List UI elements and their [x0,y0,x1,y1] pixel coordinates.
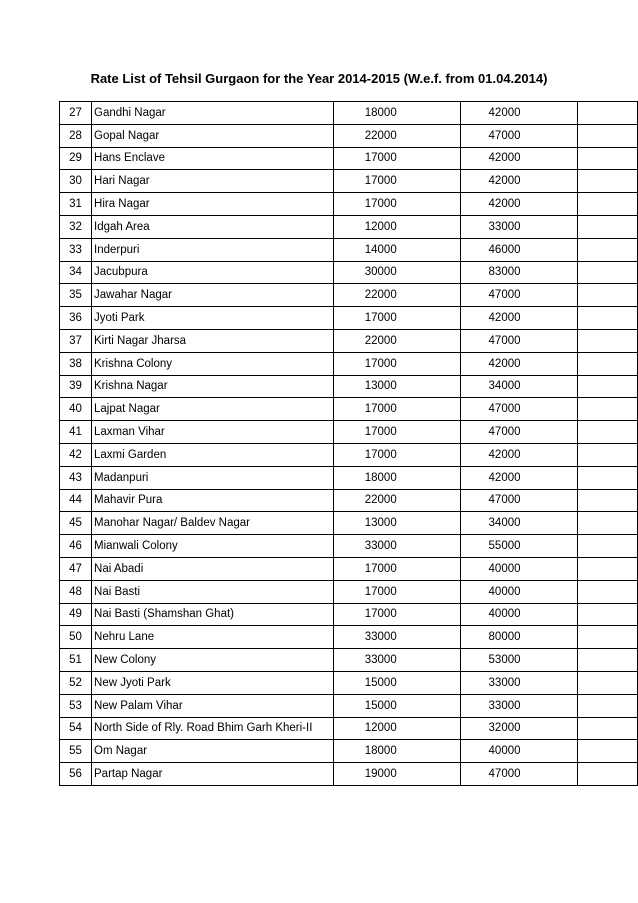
blank-cell [577,193,637,216]
locality-name-cell: Laxman Vihar [92,421,334,444]
table-row [60,535,638,558]
table-row [60,443,638,466]
locality-name-cell: Hira Nagar [92,193,334,216]
serial-number-cell: 29 [60,147,92,170]
serial-number-cell: 31 [60,193,92,216]
rate-cell-2: 47000 [460,398,577,421]
blank-cell [577,535,637,558]
rate-cell-1: 17000 [333,603,460,626]
rate-cell-2: 80000 [460,626,577,649]
rate-cell-2: 46000 [460,238,577,261]
rate-cell-1: 22000 [333,284,460,307]
blank-cell [577,421,637,444]
table-row [60,193,638,216]
blank-cell [577,649,637,672]
rate-cell-2: 32000 [460,717,577,740]
rate-cell-1: 14000 [333,238,460,261]
rate-cell-2: 42000 [460,466,577,489]
blank-cell [577,147,637,170]
rate-cell-1: 22000 [333,124,460,147]
serial-number-cell: 49 [60,603,92,626]
blank-cell [577,102,637,125]
table-row [60,580,638,603]
rate-cell-2: 42000 [460,102,577,125]
rate-cell-1: 19000 [333,763,460,786]
table-row [60,466,638,489]
locality-name-cell: Krishna Colony [92,352,334,375]
blank-cell [577,329,637,352]
blank-cell [577,375,637,398]
table-row [60,763,638,786]
table-row [60,215,638,238]
serial-number-cell: 53 [60,694,92,717]
table-row [60,284,638,307]
locality-name-cell: Madanpuri [92,466,334,489]
blank-cell [577,170,637,193]
table-row [60,694,638,717]
rate-cell-2: 53000 [460,649,577,672]
rate-cell-2: 47000 [460,329,577,352]
serial-number-cell: 48 [60,580,92,603]
rate-cell-2: 33000 [460,694,577,717]
serial-number-cell: 56 [60,763,92,786]
serial-number-cell: 35 [60,284,92,307]
rate-table-body [60,102,638,786]
rate-cell-1: 33000 [333,535,460,558]
table-row [60,671,638,694]
rate-cell-1: 33000 [333,649,460,672]
table-row [60,489,638,512]
rate-cell-2: 42000 [460,307,577,330]
table-row [60,170,638,193]
blank-cell [577,284,637,307]
table-row [60,626,638,649]
rate-cell-2: 40000 [460,603,577,626]
blank-cell [577,603,637,626]
table-row [60,329,638,352]
locality-name-cell: Idgah Area [92,215,334,238]
rate-cell-1: 15000 [333,671,460,694]
blank-cell [577,694,637,717]
rate-cell-1: 17000 [333,557,460,580]
rate-cell-2: 47000 [460,284,577,307]
table-row [60,717,638,740]
locality-name-cell: Gopal Nagar [92,124,334,147]
rate-cell-1: 13000 [333,512,460,535]
blank-cell [577,352,637,375]
rate-cell-2: 34000 [460,512,577,535]
rate-cell-1: 17000 [333,580,460,603]
locality-name-cell: Mahavir Pura [92,489,334,512]
serial-number-cell: 50 [60,626,92,649]
serial-number-cell: 46 [60,535,92,558]
rate-cell-2: 40000 [460,580,577,603]
locality-name-cell: Gandhi Nagar [92,102,334,125]
serial-number-cell: 38 [60,352,92,375]
table-row [60,421,638,444]
blank-cell [577,740,637,763]
serial-number-cell: 52 [60,671,92,694]
serial-number-cell: 28 [60,124,92,147]
rate-cell-2: 40000 [460,557,577,580]
serial-number-cell: 43 [60,466,92,489]
table-row [60,649,638,672]
rate-cell-2: 42000 [460,170,577,193]
table-row [60,238,638,261]
locality-name-cell: New Colony [92,649,334,672]
rate-cell-1: 17000 [333,398,460,421]
rate-cell-1: 17000 [333,147,460,170]
table-row [60,261,638,284]
rate-cell-1: 17000 [333,421,460,444]
table-row [60,398,638,421]
rate-cell-1: 13000 [333,375,460,398]
blank-cell [577,557,637,580]
rate-cell-1: 17000 [333,352,460,375]
blank-cell [577,763,637,786]
rate-cell-1: 15000 [333,694,460,717]
rate-cell-1: 18000 [333,102,460,125]
rate-cell-2: 55000 [460,535,577,558]
table-row [60,512,638,535]
locality-name-cell: Jawahar Nagar [92,284,334,307]
locality-name-cell: Krishna Nagar [92,375,334,398]
blank-cell [577,626,637,649]
blank-cell [577,489,637,512]
blank-cell [577,124,637,147]
rate-cell-1: 18000 [333,466,460,489]
blank-cell [577,443,637,466]
serial-number-cell: 54 [60,717,92,740]
rate-cell-2: 42000 [460,147,577,170]
table-row [60,603,638,626]
table-row [60,147,638,170]
rate-cell-1: 22000 [333,329,460,352]
locality-name-cell: Manohar Nagar/ Baldev Nagar [92,512,334,535]
locality-name-cell: Nehru Lane [92,626,334,649]
rate-cell-1: 17000 [333,307,460,330]
blank-cell [577,261,637,284]
rate-cell-1: 12000 [333,717,460,740]
table-row [60,557,638,580]
blank-cell [577,238,637,261]
rate-cell-2: 34000 [460,375,577,398]
serial-number-cell: 40 [60,398,92,421]
serial-number-cell: 44 [60,489,92,512]
blank-cell [577,671,637,694]
locality-name-cell: Hans Enclave [92,147,334,170]
rate-cell-1: 18000 [333,740,460,763]
serial-number-cell: 37 [60,329,92,352]
table-row [60,124,638,147]
rate-cell-1: 22000 [333,489,460,512]
locality-name-cell: Laxmi Garden [92,443,334,466]
serial-number-cell: 30 [60,170,92,193]
table-row [60,375,638,398]
serial-number-cell: 39 [60,375,92,398]
rate-cell-2: 47000 [460,421,577,444]
serial-number-cell: 33 [60,238,92,261]
table-row [60,740,638,763]
rate-list-table [59,101,638,786]
blank-cell [577,307,637,330]
serial-number-cell: 47 [60,557,92,580]
rate-cell-1: 12000 [333,215,460,238]
table-row [60,307,638,330]
serial-number-cell: 45 [60,512,92,535]
serial-number-cell: 36 [60,307,92,330]
table-row [60,352,638,375]
locality-name-cell: Nai Abadi [92,557,334,580]
blank-cell [577,466,637,489]
serial-number-cell: 32 [60,215,92,238]
locality-name-cell: Kirti Nagar Jharsa [92,329,334,352]
table-row [60,102,638,125]
rate-cell-2: 40000 [460,740,577,763]
serial-number-cell: 34 [60,261,92,284]
rate-cell-2: 83000 [460,261,577,284]
locality-name-cell: Inderpuri [92,238,334,261]
locality-name-cell: Nai Basti (Shamshan Ghat) [92,603,334,626]
locality-name-cell: New Palam Vihar [92,694,334,717]
rate-cell-1: 33000 [333,626,460,649]
locality-name-cell: Mianwali Colony [92,535,334,558]
locality-name-cell: Jacubpura [92,261,334,284]
rate-cell-2: 33000 [460,671,577,694]
rate-cell-1: 17000 [333,443,460,466]
locality-name-cell: Jyoti Park [92,307,334,330]
locality-name-cell: Lajpat Nagar [92,398,334,421]
rate-cell-2: 47000 [460,124,577,147]
page-title: Rate List of Tehsil Gurgaon for the Year 2014-2015 (W.e.f. from 01.04.2014) [90,71,548,86]
locality-name-cell: Om Nagar [92,740,334,763]
locality-name-cell: Partap Nagar [92,763,334,786]
rate-cell-2: 42000 [460,193,577,216]
locality-name-cell: New Jyoti Park [92,671,334,694]
serial-number-cell: 51 [60,649,92,672]
rate-cell-1: 17000 [333,170,460,193]
rate-cell-1: 17000 [333,193,460,216]
locality-name-cell: Nai Basti [92,580,334,603]
blank-cell [577,717,637,740]
rate-cell-2: 42000 [460,443,577,466]
locality-name-cell: North Side of Rly. Road Bhim Garh Kheri-II [92,717,334,740]
locality-name-cell: Hari Nagar [92,170,334,193]
serial-number-cell: 27 [60,102,92,125]
serial-number-cell: 42 [60,443,92,466]
serial-number-cell: 55 [60,740,92,763]
rate-cell-2: 47000 [460,489,577,512]
blank-cell [577,215,637,238]
blank-cell [577,398,637,421]
blank-cell [577,512,637,535]
rate-cell-2: 42000 [460,352,577,375]
rate-cell-2: 47000 [460,763,577,786]
serial-number-cell: 41 [60,421,92,444]
rate-cell-2: 33000 [460,215,577,238]
rate-cell-1: 30000 [333,261,460,284]
blank-cell [577,580,637,603]
